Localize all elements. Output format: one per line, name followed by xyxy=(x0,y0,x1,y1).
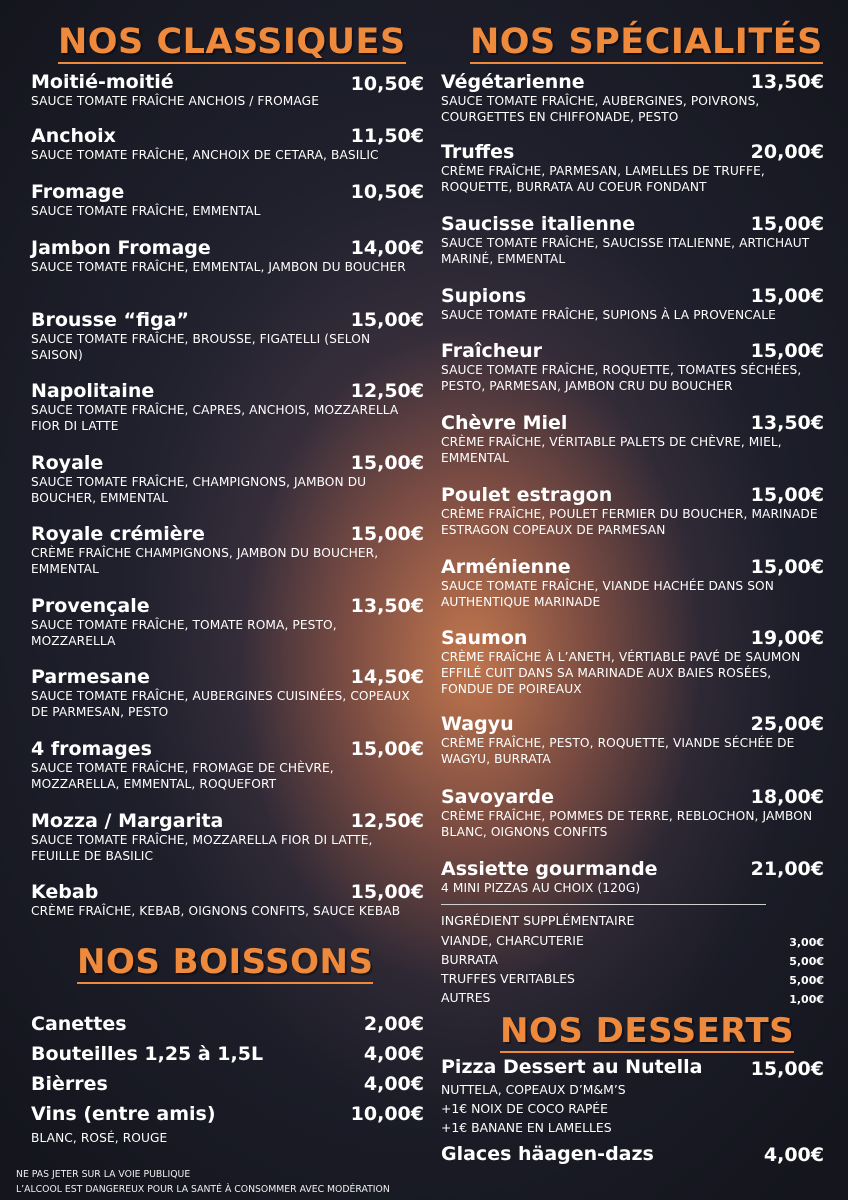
item-name: Napolitaine xyxy=(31,380,155,402)
drink-name: Canettes xyxy=(31,1013,127,1035)
menu-item xyxy=(441,858,824,896)
menu-item xyxy=(441,627,824,697)
item-price: 13,50€ xyxy=(750,412,824,434)
menu-item xyxy=(441,412,824,466)
supplement-price: 5,00€ xyxy=(789,974,824,987)
item-name: Assiette gourmande xyxy=(441,858,658,880)
item-desc: SAUCE TOMATE FRAÎCHE, AUBERGINES, POIVRONS, COURGETTES EN CHIFFONADE, PESTO xyxy=(441,94,760,124)
item-price: 15,00€ xyxy=(750,340,824,362)
item-desc: CRÈME FRAÎCHE, POULET FERMIER DU BOUCHER, MARINADE ESTRAGON COPEAUX DE PARMESAN xyxy=(441,507,818,537)
item-desc: CRÈME FRAÎCHE, VÉRITABLE PALETS DE CHÈVRE, MIEL, EMMENTAL xyxy=(441,435,782,465)
item-price: 25,00€ xyxy=(750,713,824,735)
menu-item xyxy=(441,141,824,195)
drink-price: 2,00€ xyxy=(363,1013,424,1035)
item-price: 15,00€ xyxy=(750,484,824,506)
item-name: Wagyu xyxy=(441,713,514,735)
item-price: 18,00€ xyxy=(750,786,824,808)
item-desc: SAUCE TOMATE FRAÎCHE, ROQUETTE, TOMATES SÉCHÉES, PESTO, PARMESAN, JAMBON CRU DU BOUCHER xyxy=(441,363,802,393)
item-name: Truffes xyxy=(441,141,515,163)
menu-item xyxy=(31,523,424,577)
item-name: Provençale xyxy=(31,595,150,617)
item-desc: SAUCE TOMATE FRAÎCHE, EMMENTAL, JAMBON DU BOUCHER xyxy=(31,260,406,274)
menu-item xyxy=(441,786,824,840)
item-desc: SAUCE TOMATE FRAÎCHE, CAPRES, ANCHOIS, MOZZARELLA FIOR DI LATTE xyxy=(31,403,399,433)
item-price: 13,50€ xyxy=(350,595,424,617)
menu-item xyxy=(31,237,424,275)
item-price: 15,00€ xyxy=(350,738,424,760)
drink-item xyxy=(31,1073,424,1097)
item-price: 11,50€ xyxy=(350,125,424,147)
footer-line: NE PAS JETER SUR LA VOIE PUBLIQUE xyxy=(16,1169,191,1180)
item-price: 21,00€ xyxy=(750,858,824,880)
item-price: 15,00€ xyxy=(350,523,424,545)
desserts-title: NOS DESSERTS xyxy=(500,1011,795,1051)
menu-item xyxy=(441,71,824,125)
supplement-name: AUTRES xyxy=(441,990,491,1005)
item-desc: SAUCE TOMATE FRAÎCHE, ANCHOIX DE CETARA, BASILIC xyxy=(31,148,379,162)
supplement-price: 1,00€ xyxy=(789,993,824,1006)
supplement-row xyxy=(441,933,824,949)
item-name: Chèvre Miel xyxy=(441,412,568,434)
item-name: Saucisse italienne xyxy=(441,213,636,235)
classiques-title: NOS CLASSIQUES xyxy=(58,22,406,62)
item-name: Royale crémière xyxy=(31,523,205,545)
supplement-price: 3,00€ xyxy=(789,936,824,949)
item-desc: SAUCE TOMATE FRAÎCHE, SUPIONS À LA PROVENCALE xyxy=(441,308,776,322)
item-price: 15,00€ xyxy=(350,881,424,903)
item-name: Jambon Fromage xyxy=(31,237,211,259)
menu-item xyxy=(31,666,424,720)
supplement-name: BURRATA xyxy=(441,952,498,967)
item-price: 15,00€ xyxy=(350,452,424,474)
item-name: Anchoix xyxy=(31,125,116,147)
menu-item xyxy=(31,71,424,109)
menu-item xyxy=(31,810,424,864)
menu-item xyxy=(31,380,424,434)
supplement-row xyxy=(441,990,824,1006)
item-price: 10,50€ xyxy=(350,73,424,95)
supplement-row xyxy=(441,971,824,987)
dessert-item xyxy=(441,1143,824,1166)
item-desc: SAUCE TOMATE FRAÎCHE, MOZZARELLA FIOR DI LATTE, FEUILLE DE BASILIC xyxy=(31,833,373,863)
drink-price: 4,00€ xyxy=(363,1043,424,1065)
item-price: 15,00€ xyxy=(750,556,824,578)
dessert-price: 15,00€ xyxy=(750,1058,824,1080)
item-name: Arménienne xyxy=(441,556,571,578)
item-price: 12,50€ xyxy=(350,380,424,402)
item-desc: SAUCE TOMATE FRAÎCHE, AUBERGINES CUISINÉES, COPEAUX DE PARMESAN, PESTO xyxy=(31,689,410,719)
item-desc: SAUCE TOMATE FRAÎCHE, TOMATE ROMA, PESTO, MOZZARELLA xyxy=(31,618,337,648)
specialites-title: NOS SPÉCIALITÉS xyxy=(470,22,823,62)
item-name: Végétarienne xyxy=(441,71,585,93)
item-price: 14,50€ xyxy=(350,666,424,688)
item-desc: CRÈME FRAÎCHE CHAMPIGNONS, JAMBON DU BOUCHER, EMMENTAL xyxy=(31,546,379,576)
item-price: 13,50€ xyxy=(750,71,824,93)
supplement-price: 5,00€ xyxy=(789,955,824,968)
item-name: Moitié-moitié xyxy=(31,71,174,93)
footer-notice xyxy=(16,1167,390,1197)
wine-note: BLANC, ROSÉ, ROUGE xyxy=(31,1131,168,1145)
item-price: 10,50€ xyxy=(350,181,424,203)
item-name: Royale xyxy=(31,452,104,474)
drink-item xyxy=(31,1013,424,1037)
dessert-item xyxy=(441,1056,824,1079)
drink-price: 4,00€ xyxy=(363,1073,424,1095)
drink-name: Bièrres xyxy=(31,1073,108,1095)
supplement-name: TRUFFES VERITABLES xyxy=(441,971,575,986)
menu-item xyxy=(441,484,824,538)
dessert-line: +1€ BANANE EN LAMELLES xyxy=(441,1120,612,1135)
drink-price: 10,00€ xyxy=(350,1103,424,1125)
item-price: 14,00€ xyxy=(350,237,424,259)
item-price: 20,00€ xyxy=(750,141,824,163)
menu-item xyxy=(31,181,424,219)
menu-item xyxy=(441,713,824,767)
item-desc: SAUCE TOMATE FRAÎCHE, SAUCISSE ITALIENNE, ARTICHAUT MARINÉ, EMMENTAL xyxy=(441,236,810,266)
divider xyxy=(441,904,766,905)
menu-item xyxy=(441,285,824,323)
item-name: Fromage xyxy=(31,181,125,203)
menu-item xyxy=(441,556,824,610)
item-desc: SAUCE TOMATE FRAÎCHE, FROMAGE DE CHÈVRE, MOZZARELLA, EMMENTAL, ROQUEFORT xyxy=(31,761,334,791)
menu-item xyxy=(31,595,424,649)
item-name: Parmesane xyxy=(31,666,150,688)
item-price: 15,00€ xyxy=(750,213,824,235)
item-desc: CRÈME FRAÎCHE, POMMES DE TERRE, REBLOCHON, JAMBON BLANC, OIGNONS CONFITS xyxy=(441,809,813,839)
menu-item xyxy=(441,213,824,267)
item-desc: CRÈME FRAÎCHE, PARMESAN, LAMELLES DE TRUFFE, ROQUETTE, BURRATA AU COEUR FONDANT xyxy=(441,164,765,194)
item-desc: SAUCE TOMATE FRAÎCHE ANCHOIS / FROMAGE xyxy=(31,94,319,108)
item-desc: CRÈME FRAÎCHE, PESTO, ROQUETTE, VIANDE SÉCHÉE DE WAGYU, BURRATA xyxy=(441,736,795,766)
item-name: Savoyarde xyxy=(441,786,555,808)
menu-item xyxy=(31,125,424,163)
item-price: 15,00€ xyxy=(750,285,824,307)
dessert-name: Pizza Dessert au Nutella xyxy=(441,1056,703,1078)
item-desc: SAUCE TOMATE FRAÎCHE, CHAMPIGNONS, JAMBON DU BOUCHER, EMMENTAL xyxy=(31,475,367,505)
item-name: Mozza / Margarita xyxy=(31,810,224,832)
drink-item xyxy=(31,1043,424,1067)
menu-item xyxy=(31,309,424,363)
dessert-line: +1€ NOIX DE COCO RAPÉE xyxy=(441,1101,608,1116)
item-desc: SAUCE TOMATE FRAÎCHE, BROUSSE, FIGATELLI (SELON SAISON) xyxy=(31,332,371,362)
drink-name: Bouteilles 1,25 à 1,5L xyxy=(31,1043,264,1065)
item-name: 4 fromages xyxy=(31,738,152,760)
item-name: Saumon xyxy=(441,627,528,649)
item-desc: CRÈME FRAÎCHE À L’ANETH, VÉRTIABLE PAVÉ DE SAUMON EFFILÉ CUIT DANS SA MARINADE AUX BAIES ROSÉES, FONDUE DE POIREAUX xyxy=(441,650,801,696)
dessert-line: NUTTELA, COPEAUX D’M&M’S xyxy=(441,1082,626,1097)
menu-item xyxy=(441,340,824,394)
item-desc: 4 MINI PIZZAS AU CHOIX (120G) xyxy=(441,881,641,895)
menu-item xyxy=(31,452,424,506)
item-desc: SAUCE TOMATE FRAÎCHE, EMMENTAL xyxy=(31,204,261,218)
item-name: Fraîcheur xyxy=(441,340,543,362)
item-desc: SAUCE TOMATE FRAÎCHE, VIANDE HACHÉE DANS SON AUTHENTIQUE MARINADE xyxy=(441,579,774,609)
item-name: Supions xyxy=(441,285,527,307)
supplement-row xyxy=(441,952,824,968)
supplement-name: VIANDE, CHARCUTERIE xyxy=(441,933,584,948)
item-name: Brousse “figa” xyxy=(31,309,190,331)
item-name: Poulet estragon xyxy=(441,484,613,506)
item-price: 15,00€ xyxy=(350,309,424,331)
boissons-title: NOS BOISSONS xyxy=(77,942,374,982)
menu-item xyxy=(31,881,424,919)
drink-name: Vins (entre amis) xyxy=(31,1103,216,1125)
supplements-title: INGRÉDIENT SUPPLÉMENTAIRE xyxy=(441,913,635,928)
item-price: 19,00€ xyxy=(750,627,824,649)
item-desc: CRÈME FRAÎCHE, KEBAB, OIGNONS CONFITS, SAUCE KEBAB xyxy=(31,904,401,918)
item-price: 12,50€ xyxy=(350,810,424,832)
dessert-name: Glaces häagen-dazs xyxy=(441,1143,654,1165)
drink-item xyxy=(31,1103,424,1127)
item-name: Kebab xyxy=(31,881,99,903)
menu-item xyxy=(31,738,424,792)
footer-line: L’ALCOOL EST DANGEREUX POUR LA SANTÉ À CONSOMMER AVEC MODÉRATION xyxy=(16,1184,390,1195)
dessert-price: 4,00€ xyxy=(763,1144,824,1166)
